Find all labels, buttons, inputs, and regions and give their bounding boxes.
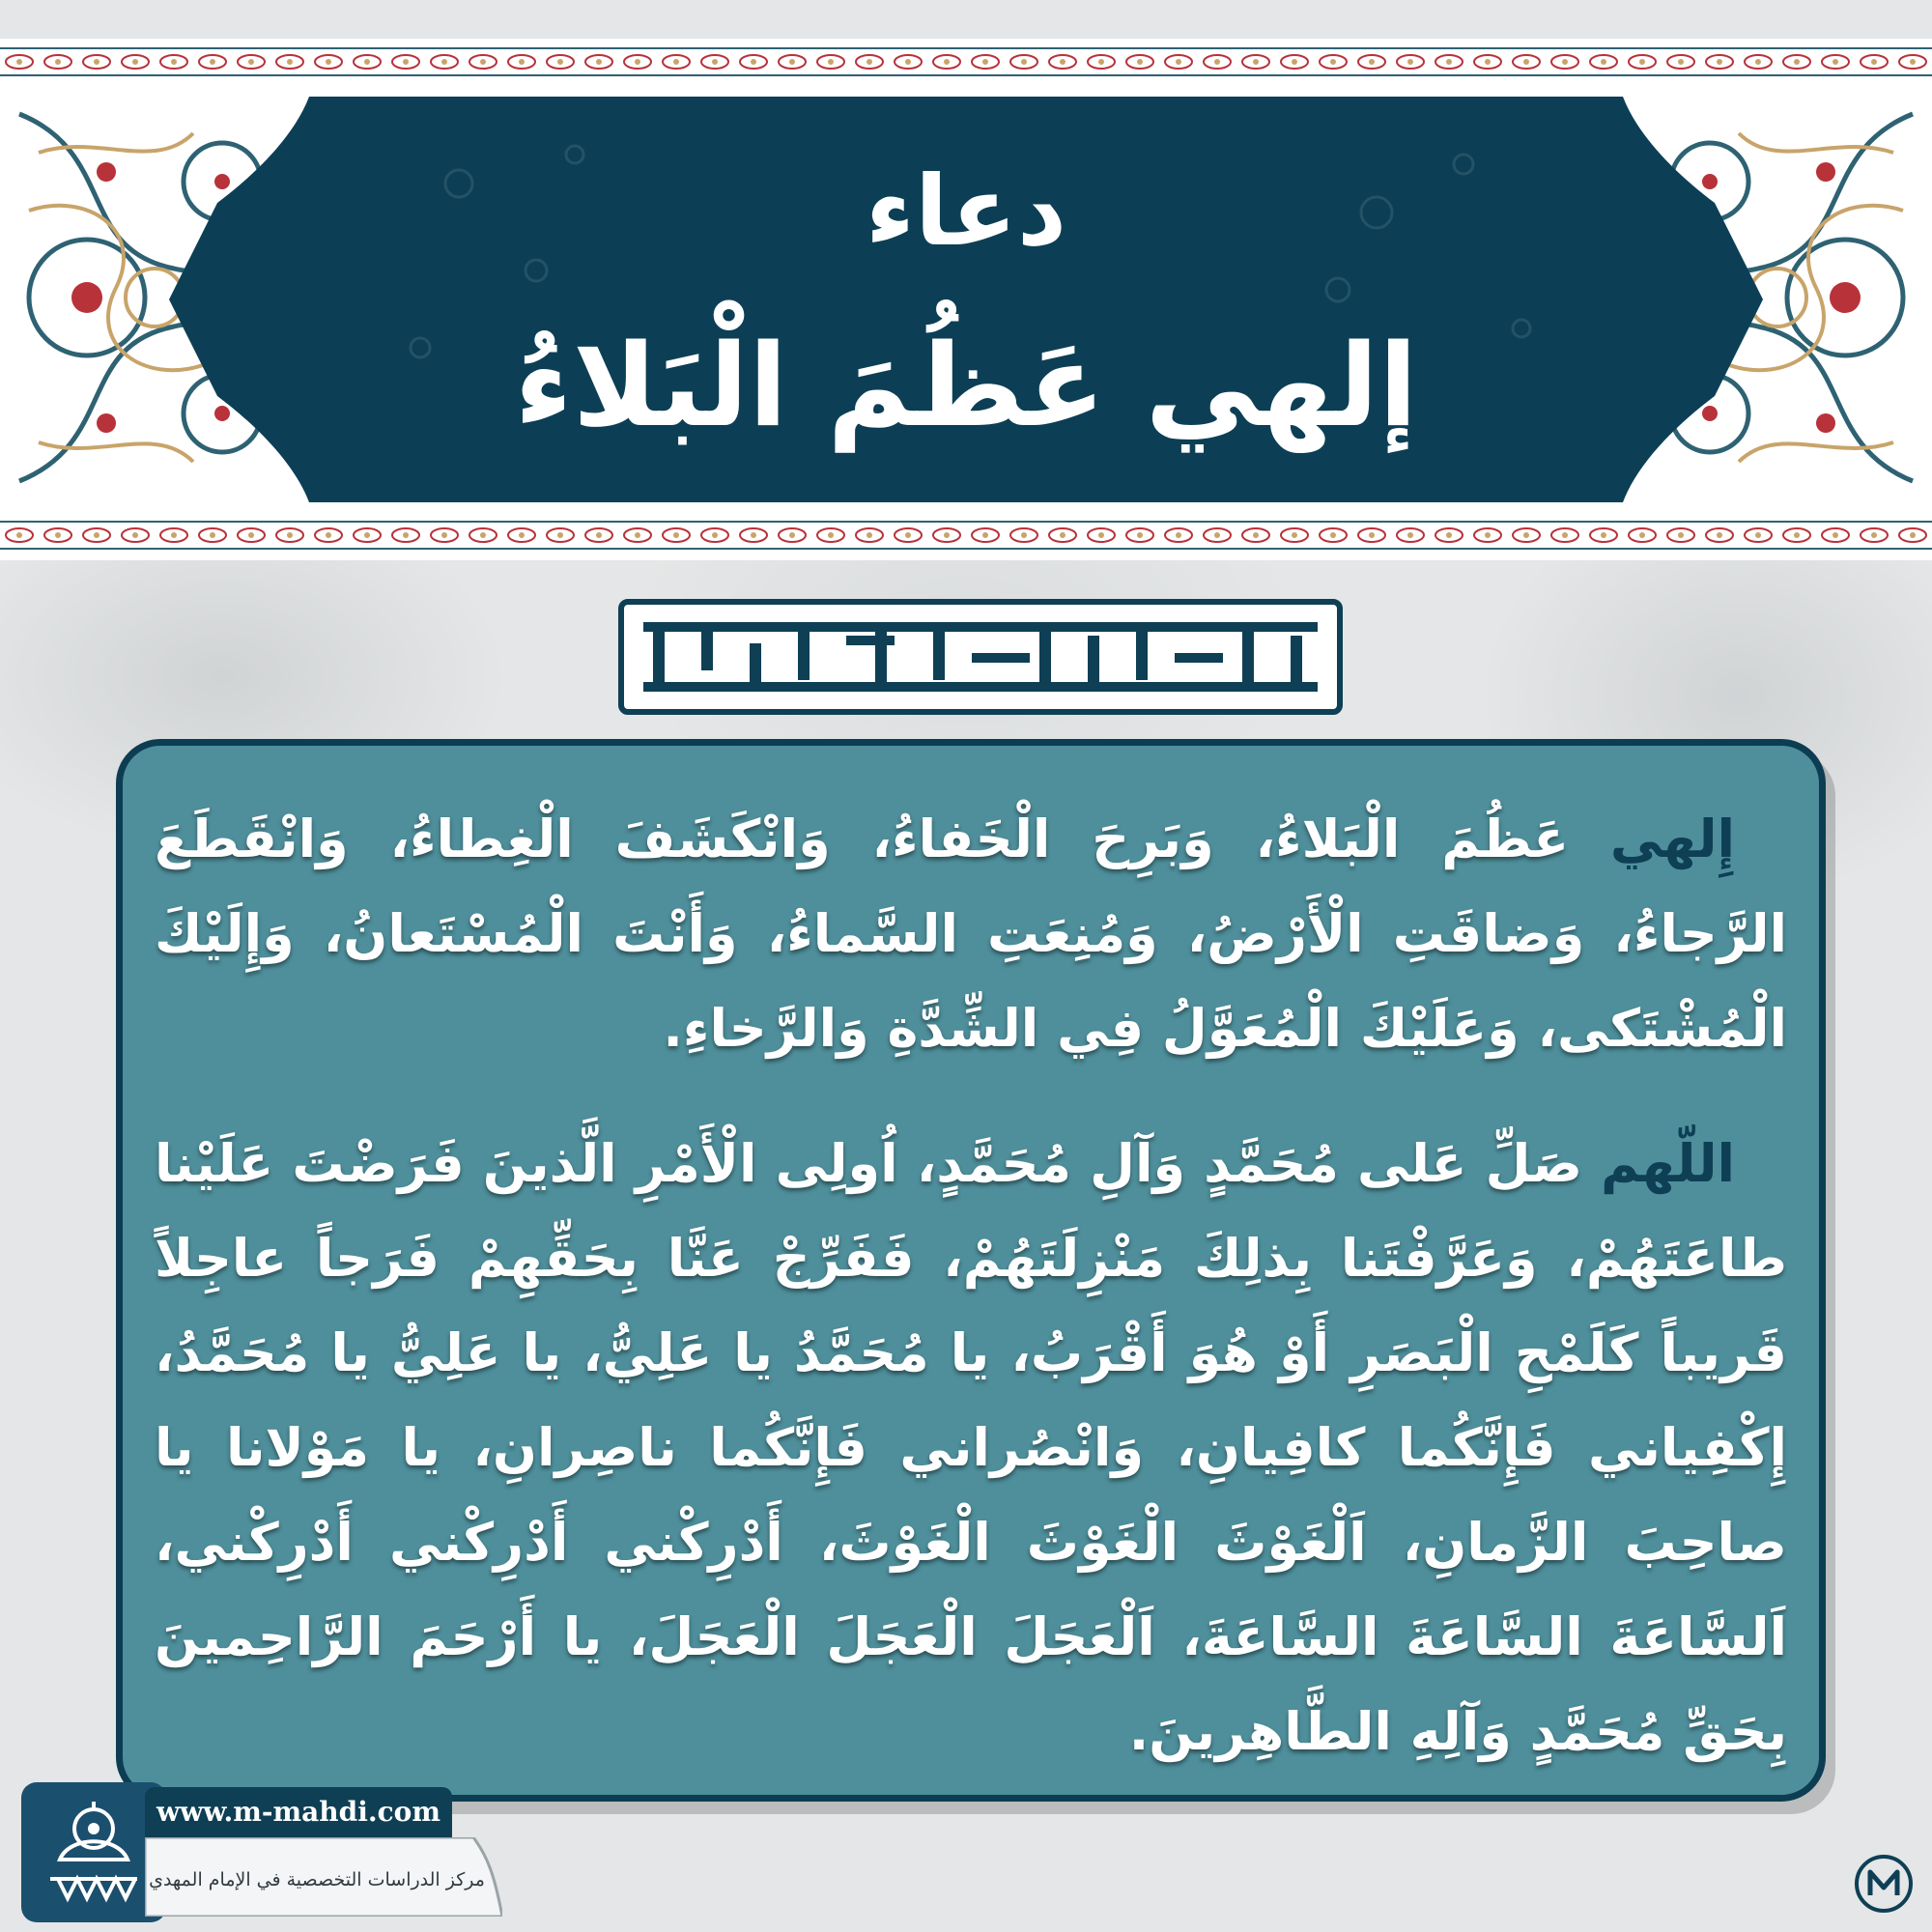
border-chain-dot	[132, 59, 138, 65]
border-chain-dot	[557, 532, 563, 538]
border-chain-dot	[1446, 532, 1452, 538]
border-chain-dot	[210, 532, 215, 538]
paragraph-1-body: عَظُمَ الْبَلاءُ، وَبَرِحَ الْخَفاءُ، وَانْكَشَفَ الْغِطاءُ، وَانْقَطَعَ الرَّجاءُ، وَضاقَتِ الْأَرْضُ، وَمُنِعَتِ السَّماءُ، وَأَنْتَ الْمُسْتَعانُ، وَإِلَيْكَ الْمُشْتَكى، وَعَلَيْكَ الْمُعَوَّلُ فِي الشِّدَّةِ وَالرَّخاءِ.	[155, 809, 1787, 1059]
border-chain-dot	[1253, 532, 1259, 538]
border-chain-dot	[1253, 59, 1259, 65]
border-chain-dot	[867, 59, 872, 65]
border-chain-dot	[326, 532, 331, 538]
border-chain-dot	[287, 532, 293, 538]
prayer-paragraph-1	[155, 792, 1787, 1076]
border-chain-dot	[982, 59, 988, 65]
border-chain-dot	[596, 59, 602, 65]
border-chain-dot	[1833, 532, 1838, 538]
border-chain-dot	[403, 532, 409, 538]
border-chain-dot	[1794, 59, 1800, 65]
border-chain-dot	[171, 59, 177, 65]
border-chain-dot	[1601, 59, 1606, 65]
paragraph-1-lead-word: إِلهي	[1609, 809, 1735, 869]
border-chain-dot	[1717, 532, 1722, 538]
border-chain-dot	[673, 532, 679, 538]
border-chain-dot	[1098, 532, 1104, 538]
border-chain-dot	[1523, 59, 1529, 65]
border-chain-dot	[1485, 59, 1491, 65]
border-chain-dot	[789, 532, 795, 538]
border-chain-dot	[519, 532, 525, 538]
border-chain-dot	[1446, 59, 1452, 65]
border-chain-dot	[712, 532, 718, 538]
border-chain-dot	[635, 59, 640, 65]
center-name-text: مركز الدراسات التخصصية في الإمام المهدي	[149, 1869, 485, 1890]
border-chain-dot	[1755, 532, 1761, 538]
website-url[interactable]: www.m-mahdi.com	[156, 1796, 440, 1828]
border-chain-dot	[828, 59, 834, 65]
border-chain-dot	[712, 59, 718, 65]
border-chain-dot	[751, 59, 756, 65]
border-chain-dot	[673, 59, 679, 65]
border-chain-dot	[248, 532, 254, 538]
border-chain-dot	[1639, 532, 1645, 538]
border-chain-dot	[364, 532, 370, 538]
paragraph-2-lead-word: اللّهم	[1601, 1133, 1735, 1194]
border-chain-dot	[1794, 532, 1800, 538]
border-chain-dot	[828, 532, 834, 538]
ornamental-border-top	[0, 44, 1932, 79]
border-chain-dot	[1369, 59, 1375, 65]
border-chain-dot	[55, 59, 61, 65]
border-chain-dot	[982, 532, 988, 538]
border-chain-dot	[1407, 532, 1413, 538]
border-chain-dot	[1137, 59, 1143, 65]
border-chain-dot	[1678, 59, 1684, 65]
border-chain-dot	[1176, 532, 1181, 538]
border-chain-dot	[287, 59, 293, 65]
border-chain-dot	[364, 59, 370, 65]
border-chain-dot	[1292, 59, 1297, 65]
border-chain-dot	[1292, 532, 1297, 538]
border-chain-dot	[635, 532, 640, 538]
border-chain-dot	[1330, 59, 1336, 65]
border-chain-dot	[1639, 59, 1645, 65]
title-line-2: إلهي عَظُمَ الْبَلاءُ	[514, 319, 1418, 452]
border-chain-dot	[1601, 532, 1606, 538]
border-chain-dot	[519, 59, 525, 65]
border-chain-dot	[1717, 59, 1722, 65]
border-chain-dot	[1137, 532, 1143, 538]
border-chain-dot	[944, 59, 950, 65]
border-chain-dot	[1407, 59, 1413, 65]
border-chain-dot	[1214, 59, 1220, 65]
border-chain-dot	[132, 532, 138, 538]
border-chain-dot	[1871, 532, 1877, 538]
border-chain-dot	[557, 59, 563, 65]
kufic-basmala-icon	[634, 614, 1327, 699]
border-chain-dot	[1214, 532, 1220, 538]
ornamental-border-bottom	[0, 518, 1932, 553]
border-chain-dot	[1176, 59, 1181, 65]
border-chain-dot	[1098, 59, 1104, 65]
border-chain-dot	[441, 532, 447, 538]
border-chain-dot	[867, 532, 872, 538]
border-chain-dot	[210, 59, 215, 65]
border-chain-dot	[1678, 532, 1684, 538]
basmala-calligraphy	[618, 599, 1343, 715]
border-chain-dot	[944, 532, 950, 538]
border-chain-dot	[1755, 59, 1761, 65]
border-chain-dot	[480, 532, 486, 538]
border-chain-dot	[1871, 59, 1877, 65]
border-chain-dot	[94, 532, 99, 538]
border-chain-dot	[55, 532, 61, 538]
border-chain-dot	[94, 59, 99, 65]
border-chain-dot	[248, 59, 254, 65]
border-chain-dot	[1485, 532, 1491, 538]
border-chain-dot	[1060, 532, 1065, 538]
prayer-paragraph-2	[155, 1117, 1787, 1779]
border-chain-dot	[1021, 532, 1027, 538]
monogram-logo-icon	[1853, 1853, 1915, 1915]
border-chain-dot	[1833, 59, 1838, 65]
border-chain-dot	[751, 532, 756, 538]
border-chain-dot	[1021, 59, 1027, 65]
center-name-calligraphy	[145, 1837, 502, 1917]
paragraph-2-body: صَلِّ عَلى مُحَمَّدٍ وَآلِ مُحَمَّدٍ، اُولِى الْأَمْرِ الَّذينَ فَرَضْتَ عَلَيْنا طاعَتَهُمْ، وَعَرَّفْتَنا بِذلِكَ مَنْزِلَتَهُمْ، فَفَرِّجْ عَنَّا بِحَقِّهِمْ فَرَجاً عاجِلاً قَريباً كَلَمْحِ الْبَصَرِ أَوْ هُوَ أَقْرَبُ، يا مُحَمَّدُ يا عَلِيُّ، يا عَلِيُّ يا مُحَمَّدُ، إِكْفِياني فَإِنَّكُما كافِيانِ، وَانْصُراني فَإِنَّكُما ناصِرانِ، يا مَوْلانا يا صاحِبَ الزَّمانِ، اَلْغَوْثَ الْغَوْثَ الْغَوْثَ، أَدْرِكْني أَدْرِكْني أَدْرِكْني، اَلسَّاعَةَ السَّاعَةَ السَّاعَةَ، اَلْعَجَلَ الْعَجَلَ الْعَجَلَ، يا أَرْحَمَ الرَّاحِمينَ بِحَقِّ مُحَمَّدٍ وَآلِهِ الطَّاهِرينَ.	[155, 1133, 1787, 1762]
border-chain-dot	[905, 59, 911, 65]
border-chain-dot	[1369, 532, 1375, 538]
border-chain-dot	[16, 532, 22, 538]
border-chain-dot	[1330, 532, 1336, 538]
border-chain-dot	[403, 59, 409, 65]
border-chain-dot	[905, 532, 911, 538]
border-chain-dot	[326, 59, 331, 65]
border-chain-dot	[441, 59, 447, 65]
border-chain-dot	[480, 59, 486, 65]
border-chain-dot	[596, 532, 602, 538]
border-chain-dot	[1910, 532, 1916, 538]
title-line-1: دعاء	[865, 155, 1067, 268]
border-chain-dot	[1562, 59, 1568, 65]
border-chain-dot	[1060, 59, 1065, 65]
border-chain-dot	[1910, 59, 1916, 65]
border-chain-dot	[1523, 532, 1529, 538]
border-chain-dot	[16, 59, 22, 65]
border-chain-dot	[1562, 532, 1568, 538]
border-chain-dot	[171, 532, 177, 538]
border-chain-dot	[789, 59, 795, 65]
